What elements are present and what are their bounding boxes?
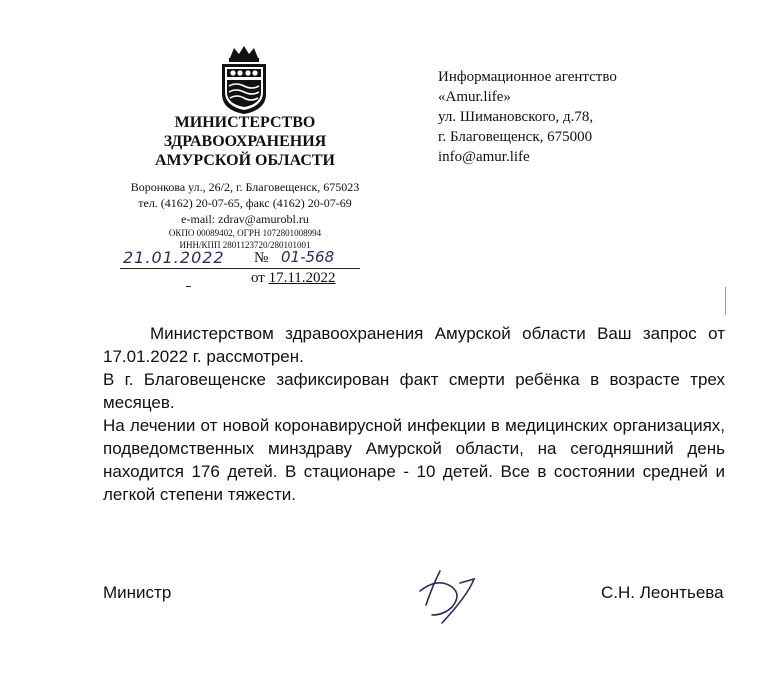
recipient-line-4: г. Благовещенск, 675000 [438,129,593,145]
ministry-title [120,113,370,170]
registration-rule [120,268,360,269]
ministry-title-line-1: МИНИСТЕРСТВО [174,114,316,131]
scan-edge-mark [725,287,726,315]
registration-number-sign: № [254,250,269,266]
reference-prefix: от [251,270,265,286]
sender-address: Воронкова ул., 26/2, г. Благовещенск, 675023 [130,180,360,194]
sender-inn-kpp: ИНН/КПП 2801123720/280101001 [179,240,311,250]
recipient-block [438,67,738,167]
ministry-title-line-3: АМУРСКОЙ ОБЛАСТИ [155,152,335,169]
signer-title: Министр [103,583,172,602]
coat-of-arms-icon [218,44,270,116]
sender-contacts [100,179,390,251]
body-paragraph-3: На лечении от новой коронавирусной инфекции в медицинских организациях, подведомственных минздраву Амурской области, на сегодняшний день находится 176 детей. В стационаре - 10 детей. Все в состоянии средней и легкой степени тяжести. [103,416,725,504]
recipient-line-2: «Amur.life» [438,89,511,105]
recipient-email: info@amur.life [438,149,530,165]
sender-okpo-ogrn: ОКПО 00089402, ОГРН 1072801008994 [168,228,322,238]
sender-phones: тел. (4162) 20-07-65, факс (4162) 20-07-69 [138,196,352,210]
body-paragraph-2: В г. Благовещенске зафиксирован факт смерти ребёнка в возрасте трех месяцев. [103,370,725,412]
recipient-line-1: Информационное агентство [438,69,617,85]
handwritten-signature-icon [412,565,484,625]
small-dash [186,286,191,287]
reference-line [251,270,336,287]
registration-number: 01-568 [281,248,335,266]
recipient-line-3: ул. Шимановского, д.78, [438,109,594,125]
body-paragraph-1: Министерством здравоохранения Амурской области Ваш запрос от 17.01.2022 г. рассмотрен. [103,324,725,366]
registration-date: 21.01.2022 [123,248,225,267]
sender-email: e-mail: zdrav@amurobl.ru [181,212,309,226]
letter-body [103,322,725,506]
reference-date: 17.11.2022 [268,270,336,286]
ministry-title-line-2: ЗДРАВООХРАНЕНИЯ [163,133,327,150]
signer-name: С.Н. Леонтьева [601,583,724,602]
